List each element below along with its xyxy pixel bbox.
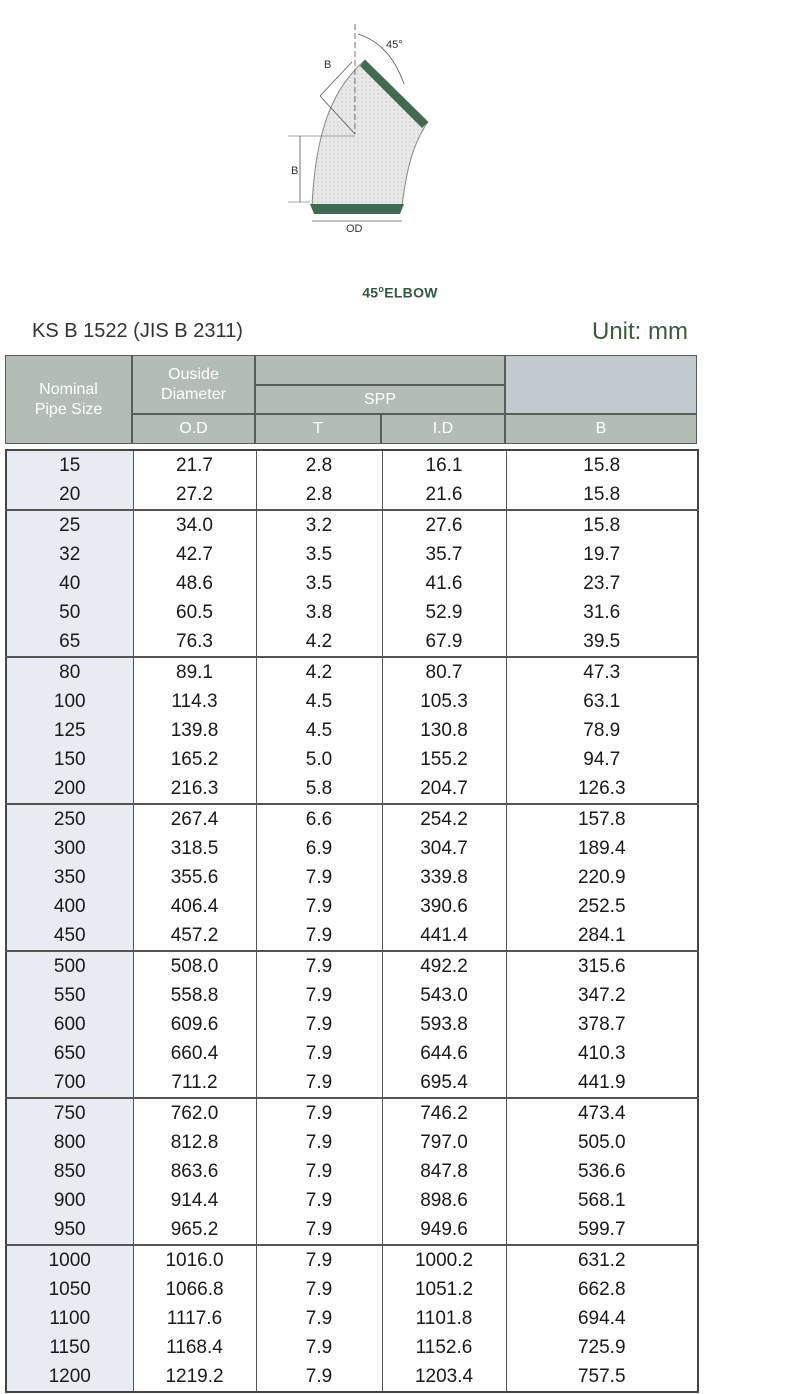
cell-t: 7.9 (256, 921, 382, 951)
table-row (6, 863, 698, 892)
cell-b: 441.9 (506, 1068, 698, 1098)
cell-nominal-size: 850 (6, 1157, 133, 1186)
cell-id: 339.8 (382, 863, 506, 892)
cell-nominal-size: 950 (6, 1215, 133, 1245)
cell-t: 3.2 (256, 510, 382, 540)
table-row (6, 569, 698, 598)
cell-nominal-size: 100 (6, 687, 133, 716)
cell-od: 660.4 (133, 1039, 256, 1068)
cell-b: 157.8 (506, 804, 698, 834)
table-row (6, 1157, 698, 1186)
cell-b: 31.6 (506, 598, 698, 627)
cell-id: 898.6 (382, 1186, 506, 1215)
cell-t: 5.0 (256, 745, 382, 774)
header-nominal-pipe-size (5, 355, 132, 444)
cell-nominal-size: 1150 (6, 1333, 133, 1362)
cell-nominal-size: 300 (6, 834, 133, 863)
cell-b: 378.7 (506, 1010, 698, 1039)
weld-band-bottom (310, 204, 404, 214)
cell-t: 5.8 (256, 774, 382, 804)
cell-t: 3.5 (256, 569, 382, 598)
table-row (6, 981, 698, 1010)
cell-b: 631.2 (506, 1245, 698, 1275)
cell-b: 220.9 (506, 863, 698, 892)
cell-nominal-size: 600 (6, 1010, 133, 1039)
cell-t: 7.9 (256, 1186, 382, 1215)
cell-id: 105.3 (382, 687, 506, 716)
cell-od: 60.5 (133, 598, 256, 627)
cell-od: 863.6 (133, 1157, 256, 1186)
cell-nominal-size: 250 (6, 804, 133, 834)
table-row (6, 892, 698, 921)
cell-id: 797.0 (382, 1128, 506, 1157)
cell-b: 126.3 (506, 774, 698, 804)
cell-b: 694.4 (506, 1304, 698, 1333)
cell-b: 63.1 (506, 687, 698, 716)
header-t: T (255, 414, 381, 444)
cell-t: 2.8 (256, 480, 382, 510)
cell-id: 695.4 (382, 1068, 506, 1098)
cell-t: 7.9 (256, 951, 382, 981)
table-header (5, 355, 697, 444)
table-row (6, 1068, 698, 1098)
cell-t: 7.9 (256, 1098, 382, 1128)
cell-nominal-size: 700 (6, 1068, 133, 1098)
header-blank-b (505, 355, 697, 414)
header-od: O.D (132, 414, 255, 444)
cell-od: 406.4 (133, 892, 256, 921)
cell-t: 7.9 (256, 1245, 382, 1275)
cell-id: 80.7 (382, 657, 506, 687)
cell-b: 599.7 (506, 1215, 698, 1245)
header-outside-diameter-label: Ouside Diameter (161, 365, 226, 403)
cell-b: 23.7 (506, 569, 698, 598)
table-row (6, 834, 698, 863)
cell-b: 15.8 (506, 510, 698, 540)
cell-b: 15.8 (506, 480, 698, 510)
cell-od: 114.3 (133, 687, 256, 716)
cell-od: 34.0 (133, 510, 256, 540)
table-row (6, 774, 698, 804)
cell-od: 914.4 (133, 1186, 256, 1215)
header-b: B (505, 414, 697, 444)
cell-od: 1016.0 (133, 1245, 256, 1275)
cell-od: 48.6 (133, 569, 256, 598)
cell-t: 7.9 (256, 1068, 382, 1098)
cell-nominal-size: 1100 (6, 1304, 133, 1333)
cell-id: 41.6 (382, 569, 506, 598)
cell-nominal-size: 125 (6, 716, 133, 745)
cell-od: 965.2 (133, 1215, 256, 1245)
cell-t: 4.5 (256, 716, 382, 745)
elbow-body (312, 60, 428, 206)
cell-id: 130.8 (382, 716, 506, 745)
cell-od: 21.7 (133, 450, 256, 480)
cell-t: 7.9 (256, 1304, 382, 1333)
table-row (6, 540, 698, 569)
cell-id: 390.6 (382, 892, 506, 921)
header-blank-cell (255, 355, 505, 385)
table-row (6, 598, 698, 627)
cell-od: 89.1 (133, 657, 256, 687)
cell-od: 812.8 (133, 1128, 256, 1157)
cell-id: 35.7 (382, 540, 506, 569)
cell-od: 318.5 (133, 834, 256, 863)
table-row (6, 1010, 698, 1039)
table-row (6, 1333, 698, 1362)
cell-b: 252.5 (506, 892, 698, 921)
cell-b: 757.5 (506, 1362, 698, 1392)
cell-id: 746.2 (382, 1098, 506, 1128)
table-row (6, 627, 698, 657)
table-row (6, 951, 698, 981)
cell-id: 1051.2 (382, 1275, 506, 1304)
header-nominal-label: Nominal Pipe Size (34, 380, 103, 418)
table-row (6, 480, 698, 510)
table-row (6, 657, 698, 687)
cell-b: 47.3 (506, 657, 698, 687)
cell-b: 568.1 (506, 1186, 698, 1215)
cell-t: 7.9 (256, 863, 382, 892)
table-row (6, 1304, 698, 1333)
cell-od: 1168.4 (133, 1333, 256, 1362)
cell-t: 4.2 (256, 627, 382, 657)
cell-id: 304.7 (382, 834, 506, 863)
cell-b: 15.8 (506, 450, 698, 480)
cell-nominal-size: 1050 (6, 1275, 133, 1304)
cell-id: 155.2 (382, 745, 506, 774)
cell-b: 19.7 (506, 540, 698, 569)
cell-nominal-size: 1200 (6, 1362, 133, 1392)
cell-id: 441.4 (382, 921, 506, 951)
cell-nominal-size: 65 (6, 627, 133, 657)
cell-od: 1219.2 (133, 1362, 256, 1392)
cell-od: 165.2 (133, 745, 256, 774)
table-row (6, 1039, 698, 1068)
table-row (6, 1362, 698, 1392)
cell-od: 762.0 (133, 1098, 256, 1128)
cell-od: 1117.6 (133, 1304, 256, 1333)
cell-id: 949.6 (382, 1215, 506, 1245)
cell-t: 7.9 (256, 1128, 382, 1157)
cell-id: 1000.2 (382, 1245, 506, 1275)
cell-t: 3.5 (256, 540, 382, 569)
cell-b: 536.6 (506, 1157, 698, 1186)
angle-label: 45° (386, 39, 403, 51)
cell-id: 254.2 (382, 804, 506, 834)
cell-b: 473.4 (506, 1098, 698, 1128)
header-outside-diameter (132, 355, 255, 414)
cell-b: 189.4 (506, 834, 698, 863)
cell-nominal-size: 32 (6, 540, 133, 569)
cell-b: 725.9 (506, 1333, 698, 1362)
cell-t: 2.8 (256, 450, 382, 480)
cell-t: 3.8 (256, 598, 382, 627)
cell-od: 27.2 (133, 480, 256, 510)
cell-t: 7.9 (256, 1039, 382, 1068)
cell-t: 7.9 (256, 1275, 382, 1304)
cell-b: 505.0 (506, 1128, 698, 1157)
table-row (6, 1186, 698, 1215)
table-row (6, 450, 698, 480)
cell-nominal-size: 40 (6, 569, 133, 598)
cell-b: 78.9 (506, 716, 698, 745)
cell-nominal-size: 150 (6, 745, 133, 774)
cell-od: 355.6 (133, 863, 256, 892)
cell-b: 39.5 (506, 627, 698, 657)
table-row (6, 687, 698, 716)
cell-id: 1101.8 (382, 1304, 506, 1333)
cell-b: 315.6 (506, 951, 698, 981)
caption-angle: 45 (362, 284, 379, 301)
cell-t: 7.9 (256, 1215, 382, 1245)
cell-od: 139.8 (133, 716, 256, 745)
table-row (6, 510, 698, 540)
diagram-caption (0, 284, 800, 301)
unit-label: Unit: mm (592, 318, 688, 345)
table-row (6, 745, 698, 774)
cell-id: 847.8 (382, 1157, 506, 1186)
cell-t: 7.9 (256, 1362, 382, 1392)
cell-nominal-size: 200 (6, 774, 133, 804)
cell-t: 4.5 (256, 687, 382, 716)
cell-od: 216.3 (133, 774, 256, 804)
cell-nominal-size: 400 (6, 892, 133, 921)
b-label-top: B (324, 59, 332, 71)
cell-b: 347.2 (506, 981, 698, 1010)
cell-id: 67.9 (382, 627, 506, 657)
cell-nominal-size: 25 (6, 510, 133, 540)
elbow-diagram (280, 24, 440, 244)
cell-nominal-size: 500 (6, 951, 133, 981)
cell-t: 7.9 (256, 1010, 382, 1039)
cell-t: 7.9 (256, 1333, 382, 1362)
cell-id: 16.1 (382, 450, 506, 480)
cell-id: 204.7 (382, 774, 506, 804)
cell-nominal-size: 450 (6, 921, 133, 951)
cell-id: 27.6 (382, 510, 506, 540)
cell-id: 543.0 (382, 981, 506, 1010)
cell-nominal-size: 800 (6, 1128, 133, 1157)
cell-od: 711.2 (133, 1068, 256, 1098)
cell-nominal-size: 900 (6, 1186, 133, 1215)
caption-text: ELBOW (384, 284, 438, 301)
cell-nominal-size: 50 (6, 598, 133, 627)
cell-nominal-size: 650 (6, 1039, 133, 1068)
cell-od: 1066.8 (133, 1275, 256, 1304)
cell-nominal-size: 750 (6, 1098, 133, 1128)
table-row (6, 804, 698, 834)
cell-od: 609.6 (133, 1010, 256, 1039)
cell-id: 21.6 (382, 480, 506, 510)
table-row (6, 1275, 698, 1304)
cell-id: 644.6 (382, 1039, 506, 1068)
cell-id: 593.8 (382, 1010, 506, 1039)
dimension-table (5, 449, 699, 1393)
cell-od: 558.8 (133, 981, 256, 1010)
cell-b: 410.3 (506, 1039, 698, 1068)
header-id: I.D (381, 414, 505, 444)
cell-b: 662.8 (506, 1275, 698, 1304)
cell-od: 508.0 (133, 951, 256, 981)
cell-od: 76.3 (133, 627, 256, 657)
cell-t: 4.2 (256, 657, 382, 687)
cell-nominal-size: 350 (6, 863, 133, 892)
cell-t: 7.9 (256, 892, 382, 921)
cell-id: 1203.4 (382, 1362, 506, 1392)
cell-nominal-size: 1000 (6, 1245, 133, 1275)
cell-od: 42.7 (133, 540, 256, 569)
cell-od: 267.4 (133, 804, 256, 834)
table-row (6, 1245, 698, 1275)
cell-t: 6.6 (256, 804, 382, 834)
cell-id: 52.9 (382, 598, 506, 627)
cell-nominal-size: 80 (6, 657, 133, 687)
table-row (6, 921, 698, 951)
cell-id: 1152.6 (382, 1333, 506, 1362)
cell-id: 492.2 (382, 951, 506, 981)
table-row (6, 716, 698, 745)
cell-b: 284.1 (506, 921, 698, 951)
cell-od: 457.2 (133, 921, 256, 951)
cell-nominal-size: 15 (6, 450, 133, 480)
cell-nominal-size: 20 (6, 480, 133, 510)
standard-title: KS B 1522 (JIS B 2311) (32, 320, 243, 342)
table-row (6, 1128, 698, 1157)
caption-degree: o (378, 284, 385, 294)
table-row (6, 1215, 698, 1245)
b-label-side: B (291, 165, 299, 177)
cell-t: 7.9 (256, 981, 382, 1010)
cell-b: 94.7 (506, 745, 698, 774)
cell-t: 6.9 (256, 834, 382, 863)
cell-t: 7.9 (256, 1157, 382, 1186)
cell-nominal-size: 550 (6, 981, 133, 1010)
table-row (6, 1098, 698, 1128)
od-label: OD (346, 223, 363, 235)
header-spp: SPP (255, 385, 505, 414)
